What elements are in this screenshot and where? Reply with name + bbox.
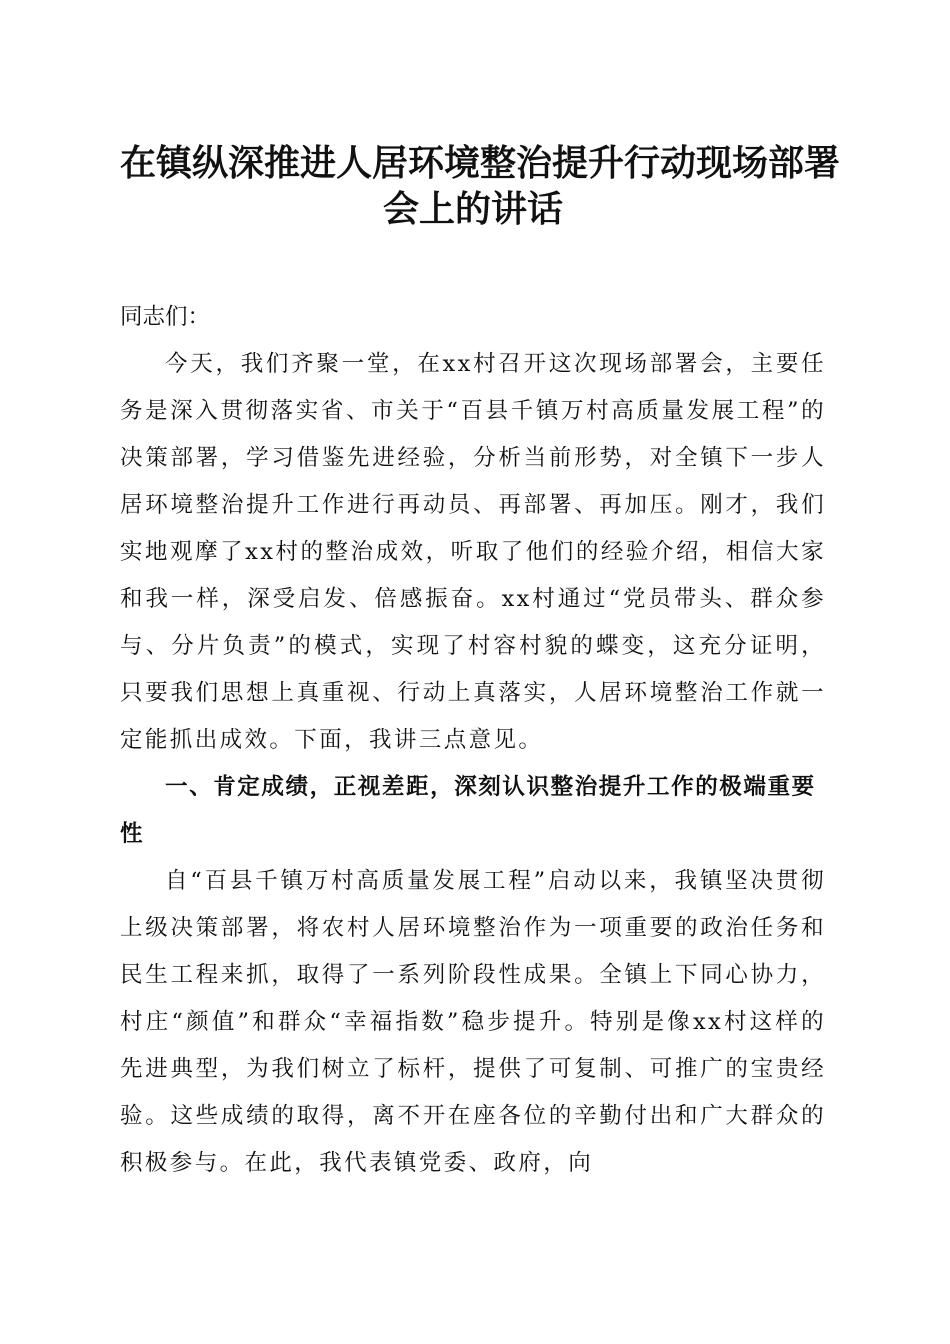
title-line-1: 在镇纵深推进人居环境整治提升行动现场部署 [120, 142, 841, 184]
salutation: 同志们： [120, 304, 211, 330]
document-title [120, 140, 841, 232]
paragraph-intro: 今天，我们齐聚一堂，在xx村召开这次现场部署会，主要任务是深入贯彻落实省、市关于“百县千镇万村高质量发展工程”的决策部署，学习借鉴先进经验，分析当前形势，对全镇下一步人居环境整治提升工作进行再动员、再部署、再加压。刚才，我们实地观摩了xx村的整治成效，听取了他们的经验介绍，相信大家和我一样，深受启发、倍感振奋。xx村通过“党员带头、群众参与、分片负责”的模式，实现了村容村貌的蝶变，这充分证明，只要我们思想上真重视、行动上真落实，人居环境整治工作就一定能抓出成效。下面，我讲三点意见。 [120, 351, 826, 753]
document-page [120, 130, 841, 1187]
paragraph-section-1: 自“百县千镇万村高质量发展工程”启动以来，我镇坚决贯彻上级决策部署，将农村人居环境整治作为一项重要的政治任务和民生工程来抓，取得了一系列阶段性成果。全镇上下同心协力，村庄“颜值”和群众“幸福指数”稳步提升。特别是像xx村这样的先进典型，为我们树立了标杆，提供了可复制、可推广的宝贵经验。这些成绩的取得，离不开在座各位的辛勤付出和广大群众的积极参与。在此，我代表镇党委、政府，向 [120, 868, 826, 1176]
title-line-2: 会上的讲话 [382, 188, 563, 230]
section-heading-1: 一、肯定成绩，正视差距，深刻认识整治提升工作的极端重要性 [120, 774, 816, 847]
